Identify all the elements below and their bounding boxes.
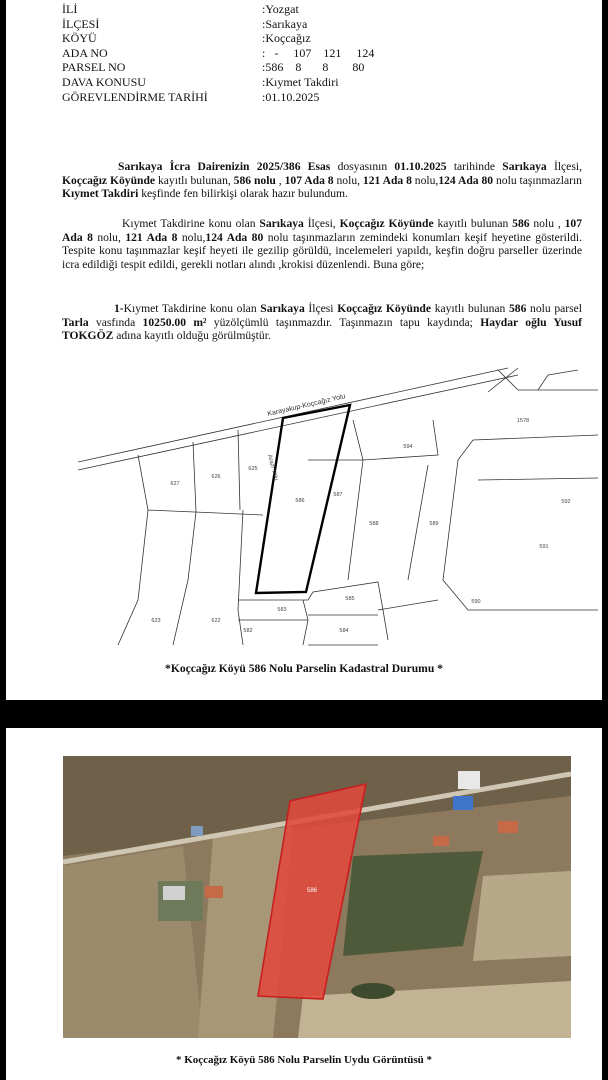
text-span: Koçcağız Köyünde	[339, 217, 434, 230]
parcel-number: 588	[369, 521, 379, 527]
parcel-number: 627	[170, 481, 180, 487]
header-row	[62, 2, 374, 17]
text-span: ,	[275, 173, 285, 187]
parcel-number: 625	[248, 466, 258, 472]
header-row	[62, 60, 374, 75]
text-span: 10250.00 m²	[142, 315, 207, 329]
document-page-1	[6, 0, 602, 700]
text-span: nolu ,	[529, 217, 565, 230]
satellite-caption: * Koçcağız Köyü 586 Nolu Parselin Uydu Görüntüsü *	[175, 1054, 433, 1066]
text-span: vasfında	[88, 315, 143, 329]
header-value: :Yozgat	[262, 2, 299, 16]
parcel-label: 586	[306, 888, 318, 894]
road-label: Karayakup-Koçcağız Yolu	[266, 393, 347, 418]
building	[458, 771, 480, 789]
text-span: Kıymet Takdiri	[62, 187, 139, 201]
building	[163, 886, 185, 900]
header-row	[62, 31, 374, 46]
cadastral-caption: *Koçcağız Köyü 586 Nolu Parselin Kadastral Durumu *	[165, 662, 443, 675]
header-value: :01.10.2025	[262, 89, 320, 104]
parcel-number: 1578	[516, 418, 530, 424]
text-span: 586	[509, 302, 527, 315]
parcel-number: 587	[333, 492, 343, 498]
text-span: 124 Ada 80	[438, 173, 494, 187]
text-span: Haydar oğlu Yusuf TOKGÖZ	[62, 315, 583, 343]
parcel-paragraph	[62, 302, 582, 343]
text-span: 121 Ada 8	[362, 173, 412, 187]
document-page-2	[6, 728, 602, 1080]
header-value: : - 107 121 124	[262, 45, 375, 60]
text-span: Tarla	[62, 315, 89, 329]
text-span: 586	[512, 217, 530, 230]
text-span: 1-	[114, 302, 124, 315]
parcel-number: 594	[403, 444, 413, 450]
building	[433, 836, 449, 846]
text-span: Koçcağız Köyünde	[337, 302, 432, 315]
header-label: ADA NO	[62, 45, 108, 60]
parcel-number: 589	[429, 521, 439, 527]
field-patch	[63, 846, 203, 1038]
text-span: Kıymet Takdirine konu olan	[123, 302, 261, 315]
header-label: İLÇESİ	[62, 16, 100, 31]
building	[191, 826, 203, 836]
header-value: :Kıymet Takdiri	[262, 74, 339, 89]
text-span: nolu,	[177, 230, 206, 244]
parcel-number: 591	[539, 544, 549, 550]
text-span: tarihinde	[446, 160, 503, 173]
text-span: nolu taşınmazların	[493, 173, 582, 187]
cadastral-map	[78, 360, 598, 650]
text-span: yüzölçümlü taşınmazdır. Taşınmazın tapu kaydında;	[206, 315, 481, 329]
parcel-number: 590	[471, 599, 481, 605]
text-span: nolu,	[333, 173, 363, 187]
header-label: DAVA KONUSU	[62, 74, 146, 89]
parcel-number: 623	[151, 618, 161, 624]
text-span: kayıtlı bulunan	[431, 302, 509, 315]
text-span: Sarıkaya	[259, 217, 304, 230]
text-span: Sarıkaya	[502, 160, 547, 173]
text-span: Koçcağız Köyünde	[62, 173, 156, 187]
field-patch	[473, 871, 571, 961]
text-span: 586 nolu	[233, 173, 276, 187]
header-label: KÖYÜ	[62, 31, 97, 46]
text-span: 01.10.2025	[394, 160, 447, 173]
parcel-number: 582	[243, 628, 253, 634]
building	[205, 886, 223, 898]
inspection-paragraph	[62, 217, 582, 271]
parcel-boundary	[308, 370, 598, 610]
header-row	[62, 90, 374, 105]
parcel-boundary	[118, 430, 263, 645]
field-patch	[343, 851, 483, 956]
text-span: adına kayıtlı olduğu görülmüştür.	[113, 329, 271, 343]
text-span: Kıymet Takdirine konu olan	[122, 217, 260, 230]
text-span: nolu,	[92, 230, 126, 244]
header-row	[62, 17, 374, 32]
parcel-number: 583	[277, 607, 287, 613]
text-span: İlçesi,	[546, 160, 582, 173]
parcel-number: 585	[345, 596, 355, 602]
building	[498, 821, 518, 833]
header-label: PARSEL NO	[62, 60, 126, 75]
satellite-image	[63, 756, 571, 1038]
text-span: 124 Ada 80	[205, 230, 264, 244]
case-header-table	[62, 2, 374, 104]
header-value: :Sarıkaya	[262, 16, 308, 31]
header-label: İLİ	[62, 2, 78, 16]
text-span: nolu taşınmazların zemindeki konumları keşif heyetine gösterildi. Tespite konu taşınmazlar keşif heyeti ile gezilip görüldü, incelemeleri yapıldı, keşfin doğru parseller üzerinde icra edildiği tespit edildi, gerekli notları alındı ,krokisi düzenlendi. Buna göre;	[62, 230, 582, 271]
tree-cluster	[351, 983, 395, 999]
text-span: keşfinde fen bilirkişi olarak hazır bulundum.	[138, 187, 348, 201]
parcel-number: 626	[211, 474, 221, 480]
parcel-number: 584	[339, 628, 349, 634]
text-span: nolu parsel	[526, 302, 583, 315]
intro-paragraph	[62, 160, 582, 201]
text-span: İlçesi	[304, 302, 338, 315]
header-label: GÖREVLENDİRME TARİHİ	[62, 89, 208, 104]
parcel-boundary	[488, 368, 578, 392]
parcel-boundary	[238, 582, 438, 645]
header-value: :586 8 8 80	[262, 60, 365, 75]
text-span: kayıtlı bulunan,	[155, 173, 234, 187]
road-edge	[78, 375, 518, 470]
path-label: Arazi Yolu	[266, 453, 279, 482]
parcel-number: 586	[295, 498, 305, 504]
text-span: Sarıkaya	[260, 302, 305, 315]
header-row	[62, 46, 374, 61]
text-span: 107 Ada 8	[62, 217, 582, 244]
header-value: :Koçcağız	[262, 31, 311, 46]
text-span: 107 Ada 8	[284, 173, 334, 187]
parcel-number: 622	[211, 618, 221, 624]
text-span: 121 Ada 8	[125, 230, 178, 244]
parcel-number: 592	[561, 499, 571, 505]
header-row	[62, 75, 374, 90]
text-span: kayıtlı bulunan	[433, 217, 513, 230]
text-span: nolu,	[411, 173, 439, 187]
text-span: Sarıkaya İcra Dairenizin 2025/386 Esas	[118, 160, 331, 173]
text-span: İlçesi,	[303, 217, 340, 230]
tarp	[453, 796, 473, 810]
text-span: dosyasının	[330, 160, 395, 173]
